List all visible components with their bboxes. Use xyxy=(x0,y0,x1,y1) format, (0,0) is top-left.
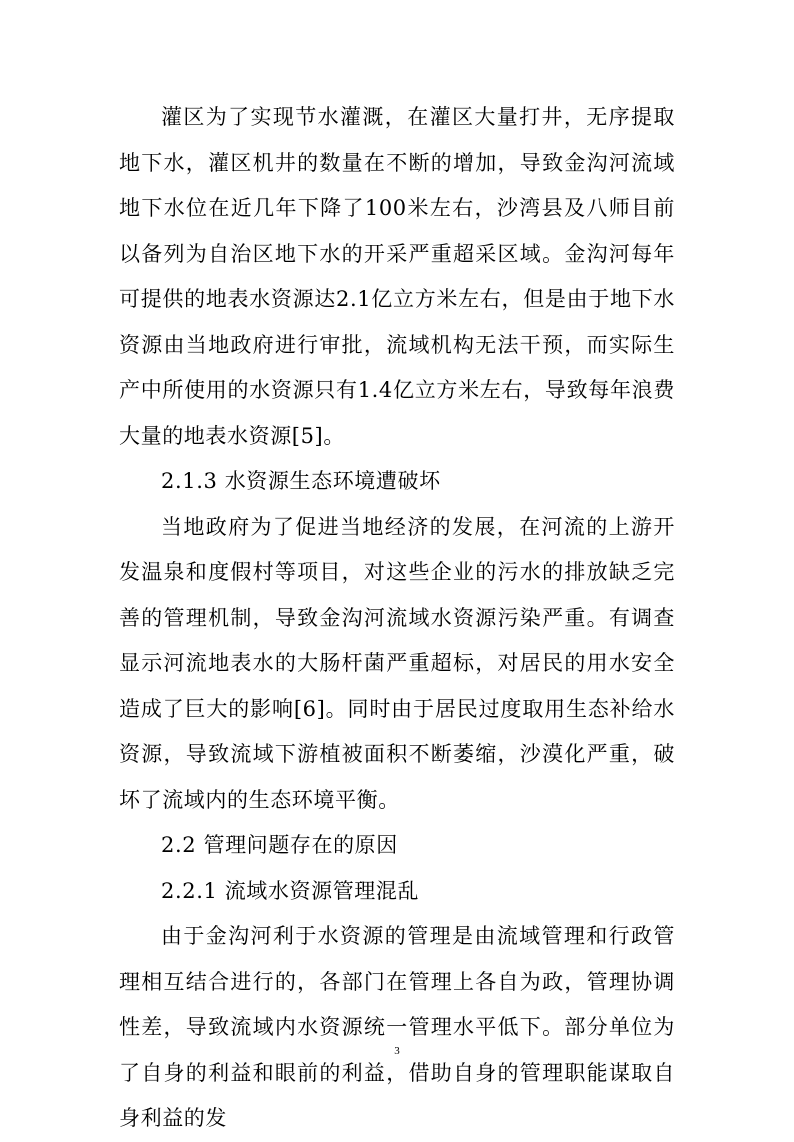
paragraph-management-chaos: 由于金沟河利于水资源的管理是由流域管理和行政管理相互结合进行的，各部门在管理上各自为政，管理协调性差，导致流域内水资源统一管理水平低下。部分单位为了自身的利益和眼前的利益，借助自身的管理职能谋取自身利益的发 xyxy=(119,924,675,1130)
section-heading-2-2-1: 2.2.1 流域水资源管理混乱 xyxy=(161,878,420,903)
section-heading-2-2: 2.2 管理问题存在的原因 xyxy=(161,833,398,857)
page-number: 3 xyxy=(394,1045,400,1057)
paragraph-groundwater-overdraft: 灌区为了实现节水灌溉，在灌区大量打井，无序提取地下水，灌区机井的数量在不断的增加，导致金沟河流域地下水位在近几年下降了100米左右，沙湾县及八师目前以备列为自治区地下水的开采严重超采区域。金沟河每年可提供的地表水资源达2.1亿立方米左右，但是由于地下水资源由当地政府进行审批，流域机构无法干预，而实际生产中所使用的水资源只有1.4亿立方米左右，导致每年浪费大量的地表水资源[5]。 xyxy=(119,105,675,448)
section-heading-2-1-3: 2.1.3 水资源生态环境遭破坏 xyxy=(161,469,441,493)
paragraph-ecological-damage: 当地政府为了促进当地经济的发展，在河流的上游开发温泉和度假村等项目，对这些企业的污水的排放缺乏完善的管理机制，导致金沟河流域水资源污染严重。有调查显示河流地表水的大肠杆菌严重超标，对居民的用水安全造成了巨大的影响[6]。同时由于居民过度取用生态补给水资源，导致流域下游植被面积不断萎缩，沙漠化严重，破坏了流域内的生态环境平衡。 xyxy=(119,514,675,812)
document-body xyxy=(119,95,675,1142)
